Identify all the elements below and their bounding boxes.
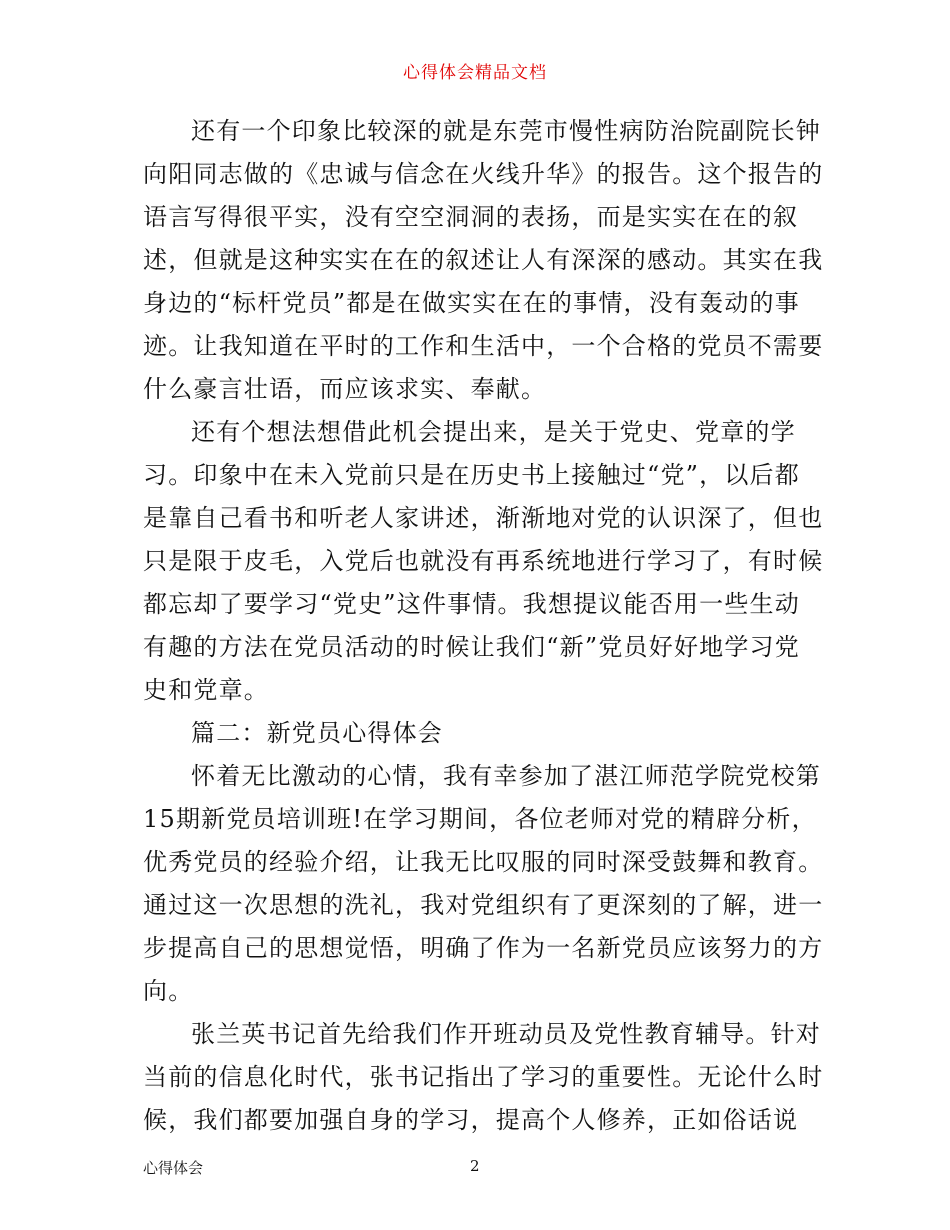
text-line: 语言写得很平实，没有空空洞洞的表扬，而是实实在在的叙	[143, 203, 799, 231]
text-line: 身边的“标杆党员”都是在做实实在在的事情，没有轰动的事	[143, 289, 800, 317]
text-line: 15期新党员培训班!在学习期间，各位老师对党的精辟分析，	[143, 805, 817, 833]
text-line: 当前的信息化时代，张书记指出了学习的重要性。无论什么时	[143, 1063, 824, 1091]
text-line: 习。印象中在未入党前只是在历史书上接触过“党”，以后都	[143, 461, 800, 489]
text-line: 步提高自己的思想觉悟，明确了作为一名新党员应该努力的方	[143, 934, 824, 962]
text-line: 向阳同志做的《忠诚与信念在火线升华》的报告。这个报告的	[143, 160, 824, 188]
section-heading: 篇二：新党员心得体会	[191, 719, 443, 747]
text-line: 述，但就是这种实实在在的叙述让人有深深的感动。其实在我	[143, 246, 824, 274]
text-line: 什么豪言壮语，而应该求实、奉献。	[143, 375, 547, 403]
text-line: 都忘却了要学习“党史”这件事情。我想提议能否用一些生动	[143, 590, 800, 618]
text-line: 张兰英书记首先给我们作开班动员及党性教育辅导。针对	[191, 1020, 821, 1048]
page-number: 2	[470, 1157, 480, 1175]
text-line: 有趣的方法在党员活动的时候让我们“新”党员好好地学习党	[143, 633, 800, 661]
text-line: 还有个想法想借此机会提出来，是关于党史、党章的学	[191, 418, 796, 446]
text-line: 是靠自己看书和听老人家讲述，渐渐地对党的认识深了，但也	[143, 504, 824, 532]
footer-label: 心得体会	[143, 1159, 204, 1177]
text-line: 向。	[143, 977, 194, 1005]
page-header-title: 心得体会精品文档	[403, 63, 547, 83]
text-line: 史和党章。	[143, 676, 269, 704]
text-line: 只是限于皮毛，入党后也就没有再系统地进行学习了，有时候	[143, 547, 824, 575]
text-line: 候，我们都要加强自身的学习，提高个人修养，正如俗话说	[143, 1106, 799, 1134]
text-line: 迹。让我知道在平时的工作和生活中，一个合格的党员不需要	[143, 332, 824, 360]
text-line: 优秀党员的经验介绍，让我无比叹服的同时深受鼓舞和教育。	[143, 848, 824, 876]
text-line: 怀着无比激动的心情，我有幸参加了湛江师范学院党校第	[191, 762, 821, 790]
document-body	[143, 110, 824, 1142]
text-line: 通过这一次思想的洗礼，我对党组织有了更深刻的了解，进一	[143, 891, 824, 919]
text-line: 还有一个印象比较深的就是东莞市慢性病防治院副院长钟	[191, 117, 821, 145]
